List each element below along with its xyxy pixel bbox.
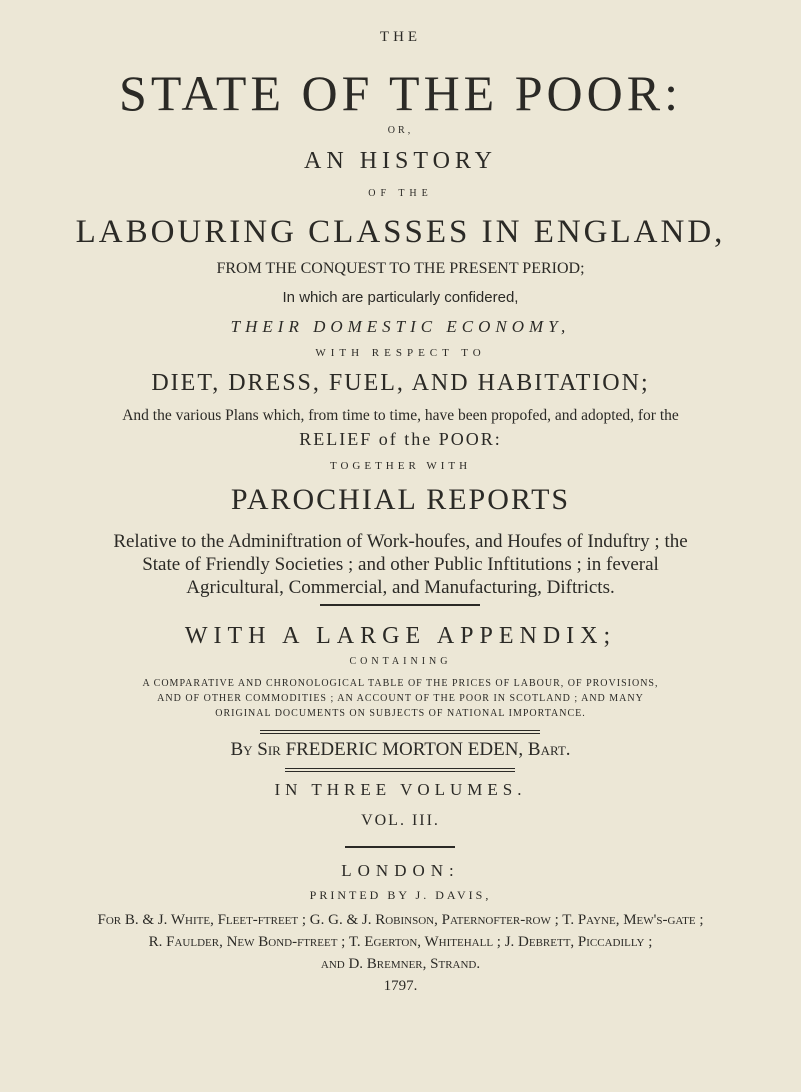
volume-number: VOL. III. (361, 812, 440, 829)
comparative-line-2: AND OF OTHER COMMODITIES ; AN ACCOUNT OF THE POOR IN SCOTLAND ; AND MANY (157, 693, 644, 704)
author-line: By Sir FREDERIC MORTON EDEN, Bart. (230, 739, 571, 760)
domestic-economy-line: THEIR DOMESTIC ECONOMY, (230, 317, 571, 336)
publishers-line-3: and D. Bremner, Strand. (320, 956, 481, 972)
divider-rule-3a (285, 768, 515, 769)
divider-rule-4 (345, 846, 455, 848)
diet-dress-line: DIET, DRESS, FUEL, AND HABITATION; (151, 370, 650, 396)
volumes-line: IN THREE VOLUMES. (274, 780, 527, 799)
imprint-city: LONDON: (341, 861, 460, 880)
together-with-line: TOGETHER WITH (329, 460, 472, 472)
comparative-line-1: A COMPARATIVE AND CHRONOLOGICAL TABLE OF THE PRICES OF LABOUR, OF PROVISIONS, (142, 678, 659, 689)
subtitle-labouring-classes: LABOURING CLASSES IN ENGLAND, (75, 214, 726, 250)
various-plans-line: And the various Plans which, from time to time, have been propofed, and adopted, for the (122, 407, 679, 424)
with-respect-line: WITH RESPECT TO (315, 347, 486, 359)
relative-line-2: State of Friendly Societies ; and other Public Inftitutions ; in feveral (142, 554, 659, 575)
comparative-line-3: ORIGINAL DOCUMENTS ON SUBJECTS OF NATIONAL IMPORTANCE. (215, 708, 586, 719)
relative-line-3: Agricultural, Commercial, and Manufacturing, Diftricts. (186, 577, 615, 598)
divider-rule-2a (260, 730, 540, 731)
appendix-heading: WITH A LARGE APPENDIX; (184, 623, 617, 649)
in-which-line: In which are particularly confidered, (282, 289, 519, 306)
header-the: THE (379, 29, 422, 45)
printer-line: PRINTED BY J. DAVIS, (309, 888, 492, 902)
relief-line: RELIEF of the POOR: (299, 429, 502, 449)
subtitle-of-the: OF THE (368, 188, 433, 199)
containing-line: CONTAINING (349, 656, 452, 667)
parochial-reports-heading: PAROCHIAL REPORTS (230, 483, 571, 516)
relative-line-1: Relative to the Adminiftration of Work-houfes, and Houfes of Induftry ; the (113, 531, 688, 552)
main-title: STATE OF THE POOR: (119, 65, 682, 121)
divider-rule-2b (260, 733, 540, 734)
subtitle-period: FROM THE CONQUEST TO THE PRESENT PERIOD; (216, 260, 585, 277)
divider-rule-3b (285, 771, 515, 772)
divider-rule-1 (320, 604, 480, 606)
publishers-line-1: For B. & J. White, Fleet-ftreet ; G. G. & J. Robinson, Paternofter-row ; T. Payne, Mew's-gate ; (97, 912, 704, 928)
publishers-line-2: R. Faulder, New Bond-ftreet ; T. Egerton, Whitehall ; J. Debrett, Piccadilly ; (148, 934, 653, 950)
subtitle-history: AN HISTORY (304, 148, 497, 174)
subtitle-or: OR, (387, 125, 414, 136)
publication-year: 1797. (383, 978, 418, 994)
